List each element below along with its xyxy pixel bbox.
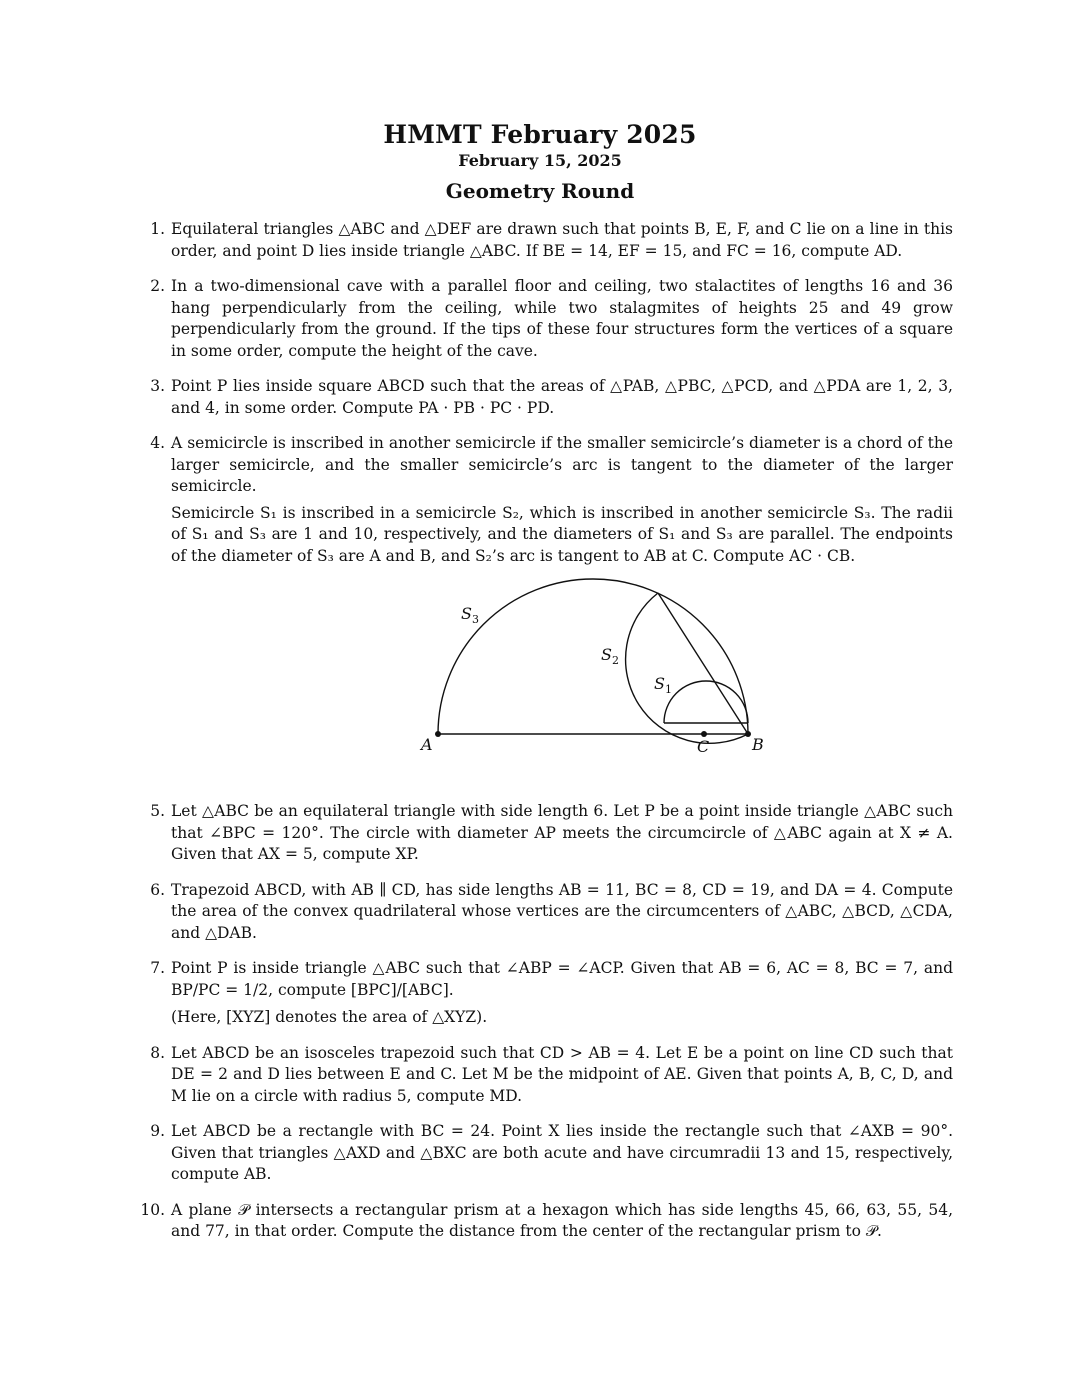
problem-text: Point P lies inside square ABCD such that the areas of △PAB, △PBC, △PCD, and △PDA are 1, 2, 3, and 4, in some order. Compute PA · PB · PC · PD. [171,377,953,417]
problem-text: Point P is inside triangle △ABC such that ∠ABP = ∠ACP. Given that AB = 6, AC = 8, BC = 7, and BP/PC = 1/2, compute [BPC]/[ABC]. [171,959,953,999]
s3-arc [438,579,748,734]
problem-4 [139,433,953,795]
problem-text: A semicircle is inscribed in another semicircle if the smaller semicircle’s diameter is a chord of the larger semicircle, and the smaller semicircle’s arc is tangent to the diameter of the larger semicircle. [171,434,953,495]
problem-2 [139,276,953,362]
label-b: B [752,735,764,754]
problem-note: (Here, [XYZ] denotes the area of △XYZ). [171,1008,488,1026]
problem-text: Equilateral triangles △ABC and △DEF are drawn such that points B, E, F, and C lie on a line in this order, and point D lies inside triangle △ABC. If BE = 14, EF = 15, and FC = 16, compute AD. [171,220,953,260]
problem-number: 10. [140,1200,165,1219]
problem-number: 6. [150,880,165,899]
problem-7 [139,958,953,1029]
problem-number: 7. [150,959,165,977]
problem-5 [139,801,953,866]
problem-text-continued: Semicircle S₁ is inscribed in a semicircle S₂, which is inscribed in another semicircle S₃. The radii of S₁ and S₃ are 1 and 10, respectively, and the diameters of S₁ and S₃ are parallel. The endpoints of the diameter of S₃ are A and B, and S₂’s arc is tangent to AB at C. Compute AC · CB. [171,503,953,565]
semicircle-figure [32,577,846,795]
round-title: Geometry Round [445,179,635,203]
problem-1 [139,219,953,262]
problem-list [139,219,953,1243]
problem-number: 9. [150,1122,165,1140]
label-s1: $S_1$ [654,674,672,696]
contest-date: February 15, 2025 [458,151,622,170]
problem-6 [139,880,953,945]
problem-number: 8. [150,1043,165,1062]
problem-number: 2. [150,277,165,295]
s2-chord [658,593,748,734]
label-c: C [697,737,710,756]
semicircle-diagram [32,577,846,795]
problem-text: Let ABCD be a rectangle with BC = 24. Point X lies inside the rectangle such that ∠AXB = 90°. Given that triangles △AXD and △BXC are both acute and have circumradii 13 and 15, respectively, compute AB. [171,1122,953,1183]
problem-number: 3. [150,377,165,395]
label-s2: $S_2$ [601,645,619,667]
s2-arc [626,593,748,743]
problem-number: 5. [150,802,165,820]
s1-arc [664,681,748,723]
label-s3: $S_3$ [461,604,479,626]
label-a: A [421,735,433,754]
problem-3 [139,376,953,419]
problem-text: Trapezoid ABCD, with AB ∥ CD, has side lengths AB = 11, BC = 8, CD = 19, and DA = 4. Compute the area of the convex quadrilateral whose vertices are the circumcenters of △ABC, △BCD, △CDA, and △DAB. [171,880,953,942]
problem-text: In a two-dimensional cave with a parallel floor and ceiling, two stalactites of lengths 16 and 36 hang perpendicularly from the ceiling, while two stalagmites of heights 25 and 49 grow perpendicularly from the ground. If the tips of these four structures form the vertices of a square in some order, compute the height of the cave. [171,277,953,360]
problem-number: 4. [150,434,165,452]
page-title: HMMT February 2025 [383,120,697,149]
point-b [745,731,751,737]
point-a [435,731,441,737]
problem-text: A plane 𝒫 intersects a rectangular prism at a hexagon which has side lengths 45, 66, 63, 55, 54, and 77, in that order. Compute the distance from the center of the rectangular prism to 𝒫. [171,1200,953,1240]
problem-9 [139,1121,953,1186]
problem-8 [139,1043,953,1108]
problem-text: Let △ABC be an equilateral triangle with side length 6. Let P be a point inside triangle △ABC such that ∠BPC = 120°. The circle with diameter AP meets the circumcircle of △ABC again at X ≠ A. Given that AX = 5, compute XP. [171,802,953,863]
problem-number: 1. [150,220,165,238]
problem-10 [139,1200,953,1243]
problem-text: Let ABCD be an isosceles trapezoid such that CD > AB = 4. Let E be a point on line CD such that DE = 2 and D lies between E and C. Let M be the midpoint of AE. Given that points A, B, C, D, and M lie on a circle with radius 5, compute MD. [171,1043,953,1105]
header [0,120,1080,203]
